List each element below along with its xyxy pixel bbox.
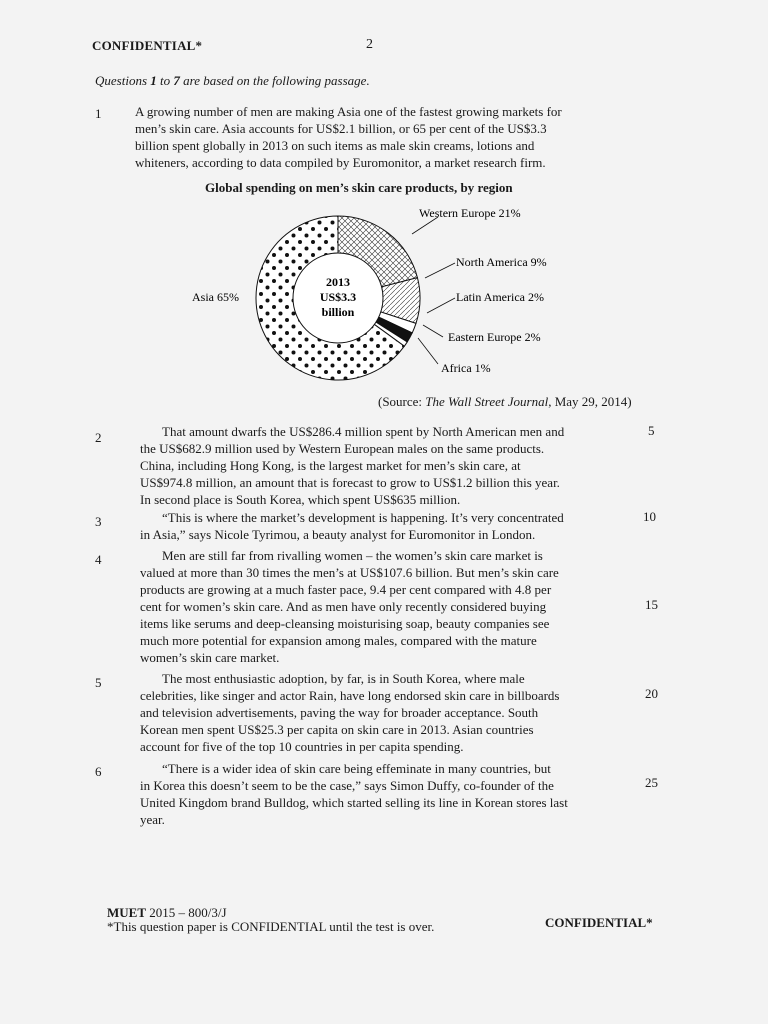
paragraph-1 — [135, 103, 597, 171]
chart-source: (Source: The Wall Street Journal, May 29, 2014) — [378, 394, 632, 409]
label-north-america: North America 9% — [456, 255, 547, 269]
label-africa: Africa 1% — [441, 361, 491, 375]
paragraph-number-5: 5 — [95, 675, 102, 690]
paragraph-line: products are growing at a much faster pace, 9.4 per cent compared with 4.8 per — [140, 582, 552, 597]
paragraph-line: A growing number of men are making Asia one of the fastest growing markets for — [135, 104, 562, 119]
paragraph-line: the US$682.9 million used by Western European males on the same products. — [140, 441, 545, 456]
paragraph-line: United Kingdom brand Bulldog, which started selling its line in Korean stores last — [140, 795, 568, 810]
line-number: 5 — [648, 423, 655, 438]
paragraph-2 — [140, 423, 602, 508]
paragraph-line: women’s skin care market. — [140, 650, 280, 665]
paragraph-line: cent for women’s skin care. And as men have only recently considered buying — [140, 599, 547, 614]
paragraph-line: In second place is South Korea, which spent US$635 million. — [140, 492, 461, 507]
passage-intro: Questions 1 to 7 are based on the following passage. — [95, 73, 370, 88]
paragraph-line: in Korea this doesn’t seem to be the case,” says Simon Duffy, co-founder of the — [140, 778, 554, 793]
leader-line-north-america — [425, 263, 455, 278]
paragraph-line: and television advertisements, paving the way for broader acceptance. South — [140, 705, 539, 720]
center-label-unit: billion — [321, 305, 355, 319]
paragraph-number-6: 6 — [95, 764, 102, 779]
label-latin-america: Latin America 2% — [456, 290, 544, 304]
header-confidential: CONFIDENTIAL* — [92, 38, 203, 53]
footer-note: *This question paper is CONFIDENTIAL until the test is over. — [107, 919, 435, 934]
paragraph-number-1: 1 — [95, 106, 102, 121]
paragraph-line: Men are still far from rivalling women – the women’s skin care market is — [162, 548, 543, 563]
paragraph-6 — [140, 760, 602, 828]
paragraph-line: Korean men spent US$25.3 per capita on skin care in 2013. Asian countries — [140, 722, 534, 737]
paragraph-line: valued at more than 30 times the men’s at US$107.6 billion. But men’s skin care — [140, 565, 559, 580]
footer-paper-code: MUET 2015 – 800/3/J — [107, 905, 227, 920]
paragraph-line: The most enthusiastic adoption, by far, is in South Korea, where male — [162, 671, 525, 686]
paragraph-line: account for five of the top 10 countries in per capita spending. — [140, 739, 464, 754]
chart-title: Global spending on men’s skin care products, by region — [205, 180, 513, 195]
paragraph-line: China, including Hong Kong, is the largest market for men’s skin care, at — [140, 458, 521, 473]
label-eastern-europe: Eastern Europe 2% — [448, 330, 541, 344]
paragraph-line: billion spent globally in 2013 on such items as male skin creams, lotions and — [135, 138, 535, 153]
page-number: 2 — [366, 37, 373, 52]
paragraph-number-3: 3 — [95, 514, 102, 529]
center-label-amount: US$3.3 — [319, 290, 357, 304]
paragraph-line: items like serums and deep-cleansing moisturising soap, beauty companies see — [140, 616, 550, 631]
paragraph-line: whiteners, according to data compiled by Euromonitor, a market research firm. — [135, 155, 546, 170]
leader-line-latin-america — [427, 298, 455, 313]
paragraph-line: year. — [140, 812, 165, 827]
paragraph-line: That amount dwarfs the US$286.4 million spent by North American men and — [162, 424, 565, 439]
label-asia: Asia 65% — [192, 290, 239, 304]
line-number: 20 — [645, 686, 658, 701]
center-label-year: 2013 — [326, 275, 350, 289]
paragraph-3 — [140, 509, 602, 543]
paragraph-line: men’s skin care. Asia accounts for US$2.1 billion, or 65 per cent of the US$3.3 — [135, 121, 547, 136]
footer-confidential: CONFIDENTIAL* — [545, 915, 653, 930]
label-western-europe: Western Europe 21% — [419, 206, 521, 220]
paragraph-number-4: 4 — [95, 552, 102, 567]
paragraph-line: much more potential for expansion among males, compared with the mature — [140, 633, 537, 648]
paragraph-line: in Asia,” says Nicole Tyrimou, a beauty analyst for Euromonitor in London. — [140, 527, 536, 542]
leader-line-eastern-europe — [423, 325, 443, 337]
paragraph-line: “This is where the market’s development is happening. It’s very concentrated — [162, 510, 564, 525]
paragraph-line: US$974.8 million, an amount that is forecast to grow to US$1.2 billion this year. — [140, 475, 560, 490]
paragraph-line: celebrities, like singer and actor Rain, have long endorsed skin care in billboards — [140, 688, 560, 703]
paragraph-line: “There is a wider idea of skin care being effeminate in many countries, but — [162, 761, 551, 776]
pie-chart — [180, 200, 580, 390]
paragraph-4 — [140, 547, 602, 666]
paragraph-number-2: 2 — [95, 430, 102, 445]
leader-line-africa — [418, 338, 438, 364]
line-number: 10 — [643, 509, 656, 524]
line-number: 15 — [645, 597, 658, 612]
line-number: 25 — [645, 775, 658, 790]
paragraph-5 — [140, 670, 602, 755]
